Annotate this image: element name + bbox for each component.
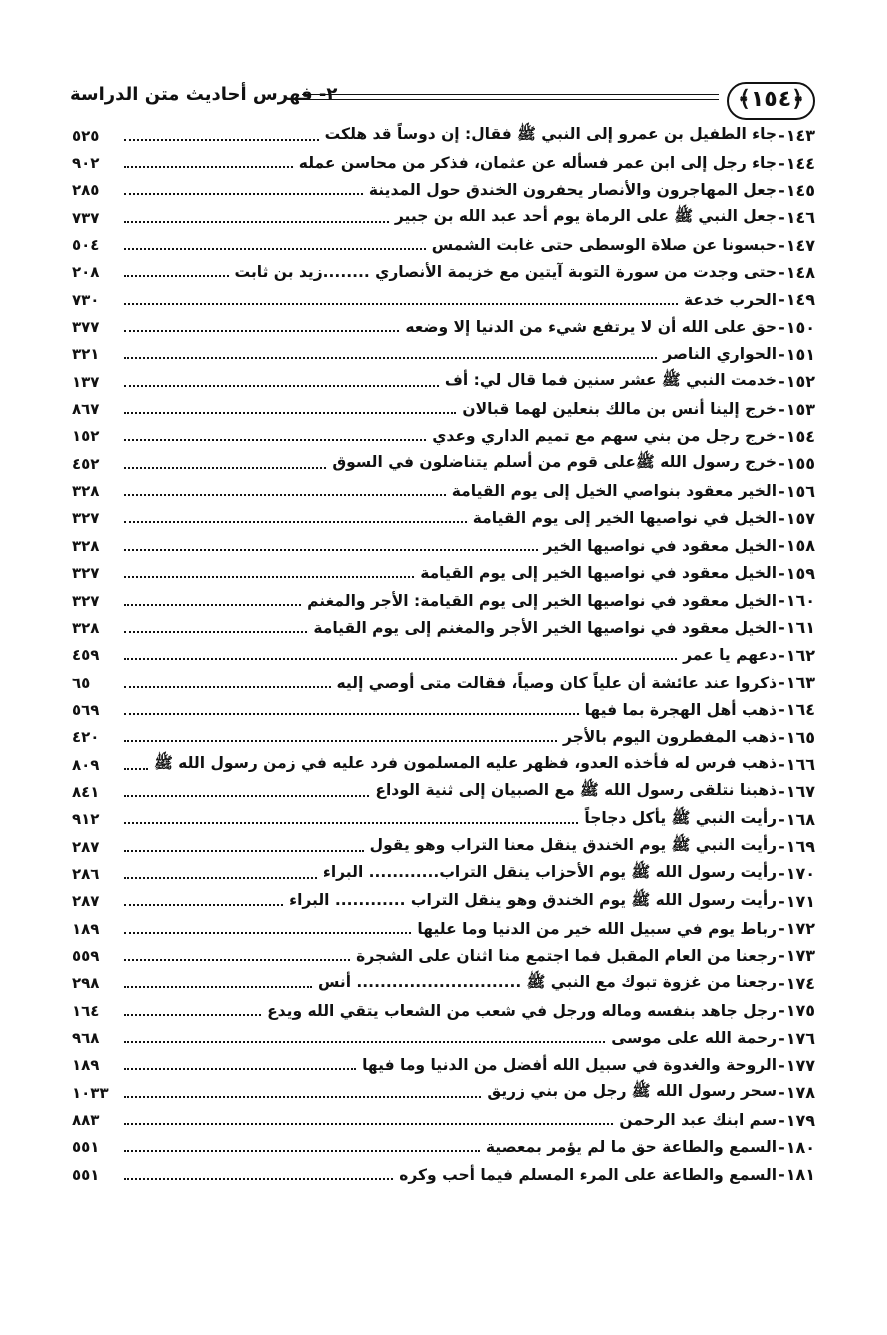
dot-leader: [124, 248, 426, 250]
entry-page: ٣٢٧: [72, 564, 100, 583]
entry-text: حق على الله أن لا يرتفع شيء من الدنيا إلا وضعه: [405, 318, 778, 337]
entry-dash: -: [778, 481, 785, 501]
dot-leader: [124, 521, 467, 523]
index-entry: [72, 587, 815, 614]
dot-leader: [124, 631, 307, 633]
entry-page: ٥٥١: [72, 1165, 100, 1184]
entry-text: سحر رسول الله ﷺ رجل من بني زريق: [487, 1082, 778, 1101]
entry-text: رجعنا من غزوة تبوك مع النبي ﷺ ............................ أنس: [317, 972, 778, 991]
entry-text: الخيل معقود في نواصيها الخير الأجر والمغنم إلى يوم القيامة: [313, 618, 778, 637]
entry-number: ١٧٦: [785, 1028, 815, 1048]
entry-number: ١٤٨: [785, 262, 815, 282]
entry-dash: -: [778, 1028, 785, 1048]
entry-dash: -: [778, 727, 785, 747]
entry-dash: -: [778, 536, 785, 556]
index-entry: [72, 259, 815, 286]
entry-dash: -: [778, 645, 785, 665]
entry-text: ذهب فرس له فأخذه العدو، فظهر عليه المسلمون فرد عليه في زمن رسول الله ﷺ: [154, 754, 778, 773]
index-entry: [72, 423, 815, 450]
entry-page: ٤٥٩: [72, 646, 100, 665]
dot-leader: [124, 904, 283, 906]
index-entry: [72, 505, 815, 532]
entry-page: ٥٠٤: [72, 236, 100, 255]
page-number: ﴿١٥٤﴾: [727, 82, 815, 120]
entry-text: ذكروا عند عائشة أن علياً كان وصياً، فقالت متى أوصي إليه: [336, 673, 778, 692]
dot-leader: [124, 166, 293, 168]
entry-page: ٢٨٥: [72, 181, 100, 200]
index-entry: [72, 1134, 815, 1161]
entry-number: ١٦٧: [785, 782, 815, 802]
entry-dash: -: [778, 782, 785, 802]
entry-number: ١٤٧: [785, 235, 815, 255]
entry-page: ٣٢٧: [72, 591, 100, 610]
entry-number: ١٥٩: [785, 563, 815, 583]
dot-leader: [124, 850, 364, 852]
entry-number: ١٦٤: [785, 700, 815, 720]
index-entry: [72, 642, 815, 669]
entry-page: ٤٢٠: [72, 728, 100, 747]
entry-text: الخيل معقود في نواصيها الخير إلى يوم القيامة: الأجر والمغنم: [307, 591, 778, 610]
entry-number: ١٦١: [785, 618, 815, 638]
entry-number: ١٥٣: [785, 399, 815, 419]
entry-page: ٨٦٧: [72, 400, 100, 419]
entry-page: ٣٢١: [72, 345, 100, 364]
entry-number: ١٨٠: [785, 1137, 815, 1157]
index-entry: [72, 286, 815, 313]
entry-dash: -: [778, 946, 785, 966]
entry-text: السمع والطاعة حق ما لم يؤمر بمعصية: [485, 1138, 778, 1157]
entry-page: ٩٦٨: [72, 1029, 100, 1048]
entry-text: رجل جاهد بنفسه وماله ورجل في شعب من الشعاب يتقي الله ويدع: [267, 1001, 778, 1020]
entry-number: ١٥٤: [785, 426, 815, 446]
hadith-index-list: [72, 122, 815, 1188]
index-entry: [72, 231, 815, 258]
entry-text: الخير معقود بنواصي الخيل إلى يوم القيامة: [451, 482, 778, 501]
index-entry: [72, 915, 815, 942]
index-entry: [72, 833, 815, 860]
entry-dash: -: [778, 426, 785, 446]
index-entry: [72, 395, 815, 422]
entry-number: ١٦٨: [785, 809, 815, 829]
entry-number: ١٧٥: [785, 1001, 815, 1021]
dot-leader: [124, 986, 312, 988]
entry-dash: -: [778, 372, 785, 392]
entry-text: الروحة والغدوة في سبيل الله أفضل من الدنيا وما فيها: [362, 1056, 778, 1075]
dot-leader: [124, 494, 446, 496]
entry-page: ٣٢٨: [72, 482, 100, 501]
entry-number: ١٦٢: [785, 645, 815, 665]
dot-leader: [124, 959, 350, 961]
entry-text: جعل النبي ﷺ على الرماة يوم أحد عبد الله بن جبير: [394, 207, 778, 226]
entry-page: ٢٠٨: [72, 263, 100, 282]
dot-leader: [124, 822, 578, 824]
entry-text: السمع والطاعة على المرء المسلم فيما أحب وكره: [399, 1165, 778, 1184]
entry-text: سم ابنك عبد الرحمن: [619, 1111, 778, 1130]
dot-leader: [124, 275, 229, 277]
dot-leader: [124, 686, 331, 688]
dot-leader: [124, 1041, 605, 1043]
index-entry: [72, 1052, 815, 1079]
entry-dash: -: [778, 1001, 785, 1021]
dot-leader: [124, 1068, 356, 1070]
entry-page: ٤٥٢: [72, 454, 100, 473]
entry-dash: -: [778, 399, 785, 419]
entry-dash: -: [778, 891, 785, 911]
entry-dash: -: [778, 126, 785, 146]
entry-text: رحمة الله على موسى: [611, 1029, 778, 1048]
entry-number: ١٧٨: [785, 1083, 815, 1103]
index-entry: [72, 1079, 815, 1106]
index-entry: [72, 751, 815, 778]
page-header: [70, 80, 815, 120]
entry-page: ٨٤١: [72, 782, 100, 801]
entry-page: ١٨٩: [72, 919, 100, 938]
entry-dash: -: [778, 755, 785, 775]
entry-dash: -: [778, 508, 785, 528]
entry-page: ٩١٢: [72, 810, 100, 829]
dot-leader: [124, 330, 399, 332]
index-entry: [72, 1106, 815, 1133]
index-entry: [72, 122, 815, 149]
entry-text: ذهب المفطرون اليوم بالأجر: [562, 728, 778, 747]
entry-dash: -: [778, 317, 785, 337]
entry-dash: -: [778, 563, 785, 583]
dot-leader: [124, 1178, 393, 1180]
entry-page: ١٣٧: [72, 372, 100, 391]
entry-number: ١٦٣: [785, 673, 815, 693]
entry-dash: -: [778, 864, 785, 884]
entry-dash: -: [778, 153, 785, 173]
entry-dash: -: [778, 454, 785, 474]
entry-text: خرج رسول الله ﷺعلى قوم من أسلم يتناضلون في السوق: [332, 453, 778, 472]
entry-page: ٥٥٩: [72, 946, 100, 965]
entry-dash: -: [778, 673, 785, 693]
dot-leader: [124, 439, 426, 441]
index-entry: [72, 532, 815, 559]
entry-page: ٢٨٧: [72, 837, 100, 856]
index-entry: [72, 560, 815, 587]
index-entry: [72, 860, 815, 887]
entry-number: ١٥٧: [785, 508, 815, 528]
entry-dash: -: [778, 919, 785, 939]
entry-page: ٢٨٧: [72, 892, 100, 911]
entry-dash: -: [778, 1110, 785, 1130]
index-entry: [72, 888, 815, 915]
entry-number: ١٧٣: [785, 946, 815, 966]
entry-page: ٧٣٧: [72, 208, 100, 227]
entry-page: ٥٦٩: [72, 700, 100, 719]
entry-number: ١٧١: [785, 891, 815, 911]
entry-dash: -: [778, 290, 785, 310]
entry-page: ٩٠٢: [72, 154, 100, 173]
entry-page: ١٠٣٣: [72, 1083, 109, 1102]
index-entry: [72, 477, 815, 504]
entry-dash: -: [778, 1055, 785, 1075]
entry-number: ١٥٨: [785, 536, 815, 556]
index-entry: [72, 1161, 815, 1188]
entry-dash: -: [778, 837, 785, 857]
entry-dash: -: [778, 208, 785, 228]
entry-number: ١٨١: [785, 1165, 815, 1185]
dot-leader: [124, 604, 301, 606]
dot-leader: [124, 740, 557, 742]
entry-text: ذهبنا نتلقى رسول الله ﷺ مع الصبيان إلى ثنية الوداع: [375, 781, 778, 800]
entry-page: ٣٧٧: [72, 318, 100, 337]
dot-leader: [124, 221, 389, 223]
entry-number: ١٦٩: [785, 837, 815, 857]
entry-page: ٣٢٨: [72, 618, 100, 637]
dot-leader: [124, 193, 363, 195]
entry-dash: -: [778, 235, 785, 255]
entry-dash: -: [778, 1137, 785, 1157]
dot-leader: [124, 1014, 261, 1016]
entry-page: ١٨٩: [72, 1056, 100, 1075]
index-entry: [72, 778, 815, 805]
entry-number: ١٥٥: [785, 454, 815, 474]
entry-number: ١٤٥: [785, 180, 815, 200]
entry-dash: -: [778, 1083, 785, 1103]
section-title: ٢- فهرس أحاديث متن الدراسة: [70, 84, 338, 105]
index-entry: [72, 177, 815, 204]
entry-number: ١٧٠: [785, 864, 815, 884]
index-entry: [72, 368, 815, 395]
entry-page: ٥٥١: [72, 1138, 100, 1157]
index-entry: [72, 341, 815, 368]
index-entry: [72, 696, 815, 723]
entry-dash: -: [778, 700, 785, 720]
entry-text: جعل المهاجرون والأنصار يحفرون الخندق حول المدينة: [368, 181, 778, 200]
entry-text: حتى وجدت من سورة التوبة آيتين مع خزيمة الأنصاري ........زيد بن ثابت: [234, 263, 778, 282]
entry-dash: -: [778, 618, 785, 638]
dot-leader: [124, 795, 369, 797]
entry-number: ١٥٦: [785, 481, 815, 501]
entry-number: ١٦٥: [785, 727, 815, 747]
index-entry: [72, 942, 815, 969]
entry-number: ١٤٤: [785, 153, 815, 173]
index-entry: [72, 313, 815, 340]
dot-leader: [124, 658, 677, 660]
entry-text: خدمت النبي ﷺ عشر سنين فما قال لي: أف: [444, 371, 778, 390]
entry-text: دعهم يا عمر: [683, 646, 778, 665]
entry-text: خرج رجل من بني سهم مع تميم الداري وعدي: [432, 427, 778, 446]
entry-page: ٨٠٩: [72, 755, 100, 774]
entry-number: ١٧٧: [785, 1055, 815, 1075]
entry-number: ١٤٦: [785, 208, 815, 228]
entry-text: ذهب أهل الهجرة بما فيها: [584, 700, 778, 719]
dot-leader: [124, 385, 439, 387]
index-entry: [72, 204, 815, 231]
entry-text: خرج إلينا أنس بن مالك بنعلين لهما قبالان: [462, 400, 778, 419]
entry-text: رأيت رسول الله ﷺ يوم الخندق وهو ينقل التراب ............ البراء: [289, 890, 778, 909]
entry-dash: -: [778, 344, 785, 364]
entry-page: ٧٣٠: [72, 290, 100, 309]
entry-text: رجعنا من العام المقبل فما اجتمع منا اثنان على الشجرة: [356, 946, 778, 965]
entry-page: ١٦٤: [72, 1001, 100, 1020]
entry-text: رأيت النبي ﷺ يأكل دجاجاً: [584, 808, 778, 827]
dot-leader: [124, 549, 538, 551]
index-entry: [72, 450, 815, 477]
entry-page: ٦٥: [72, 673, 91, 692]
entry-number: ١٧٢: [785, 919, 815, 939]
dot-leader: [124, 139, 319, 141]
entry-page: ١٥٢: [72, 427, 100, 446]
entry-dash: -: [778, 973, 785, 993]
entry-text: الحواري الناصر: [663, 345, 778, 364]
entry-dash: -: [778, 262, 785, 282]
dot-leader: [124, 1123, 613, 1125]
entry-number: ١٥١: [785, 344, 815, 364]
entry-dash: -: [778, 180, 785, 200]
index-entry: [72, 806, 815, 833]
index-entry: [72, 614, 815, 641]
entry-number: ١٧٤: [785, 973, 815, 993]
entry-page: ٢٩٨: [72, 974, 100, 993]
entry-number: ١٦٦: [785, 755, 815, 775]
index-entry: [72, 970, 815, 997]
entry-text: جاء الطفيل بن عمرو إلى النبي ﷺ فقال: إن دوساً قد هلكت: [324, 125, 778, 144]
dot-leader: [124, 1096, 481, 1098]
entry-text: الخيل معقود في نواصيها الخير إلى يوم القيامة: [420, 564, 778, 583]
dot-leader: [124, 1150, 480, 1152]
dot-leader: [124, 768, 148, 770]
dot-leader: [124, 877, 317, 879]
entry-text: رأيت رسول الله ﷺ يوم الأحزاب ينقل التراب............ البراء: [322, 863, 778, 882]
entry-page: ٢٨٦: [72, 864, 100, 883]
entry-text: جاء رجل إلى ابن عمر فسأله عن عثمان، فذكر من محاسن عمله: [298, 154, 778, 173]
index-entry: [72, 669, 815, 696]
entry-number: ١٥٢: [785, 372, 815, 392]
entry-text: الحرب خدعة: [684, 290, 778, 309]
index-entry: [72, 1024, 815, 1051]
index-entry: [72, 724, 815, 751]
entry-number: ١٤٣: [785, 126, 815, 146]
dot-leader: [124, 467, 326, 469]
index-entry: [72, 149, 815, 176]
entry-page: ٣٢٨: [72, 536, 100, 555]
entry-number: ١٥٠: [785, 317, 815, 337]
entry-dash: -: [778, 591, 785, 611]
entry-number: ١٦٠: [785, 591, 815, 611]
dot-leader: [124, 357, 657, 359]
entry-text: الخيل في نواصيها الخير إلى يوم القيامة: [472, 509, 778, 528]
entry-text: رأيت النبي ﷺ يوم الخندق ينقل معنا التراب وهو يقول: [369, 836, 778, 855]
entry-number: ١٤٩: [785, 290, 815, 310]
dot-leader: [124, 303, 678, 305]
header-rule: [302, 94, 719, 100]
entry-dash: -: [778, 1165, 785, 1185]
index-entry: [72, 997, 815, 1024]
dot-leader: [124, 576, 414, 578]
entry-dash: -: [778, 809, 785, 829]
entry-page: ٨٨٣: [72, 1111, 100, 1130]
entry-text: رباط يوم في سبيل الله خير من الدنيا وما عليها: [417, 919, 778, 938]
entry-text: حبسونا عن صلاة الوسطى حتى غابت الشمس: [431, 236, 778, 255]
dot-leader: [124, 412, 456, 414]
entry-number: ١٧٩: [785, 1110, 815, 1130]
entry-page: ٣٢٧: [72, 509, 100, 528]
dot-leader: [124, 713, 579, 715]
entry-text: الخيل معقود في نواصيها الخير: [543, 536, 778, 555]
entry-page: ٥٢٥: [72, 126, 100, 145]
dot-leader: [124, 932, 411, 934]
